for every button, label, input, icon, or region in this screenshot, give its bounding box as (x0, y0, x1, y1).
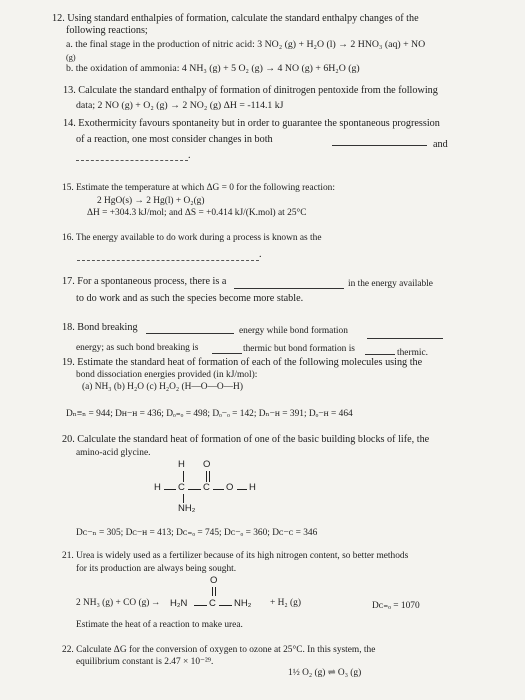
q21-h2: + H₂ (g) (270, 598, 301, 608)
q20-heading: 20. Calculate the standard heat of formation of one of the basic building blocks of life, the (62, 434, 430, 445)
q12-continuation: following reactions; (66, 25, 148, 36)
glycine-h-right: H (249, 482, 256, 493)
q22-continuation: equilibrium constant is 2.47 × 10⁻²⁹. (76, 657, 214, 667)
q13-heading: 13. Calculate the standard enthalpy of formation of dinitrogen pentoxide from the following (63, 85, 438, 96)
q20-bond-energies: Dᴄ−ₙ = 305; Dᴄ−ʜ = 413; Dᴄ₌ₒ = 745; Dᴄ−ₒ = 360; Dᴄ−ᴄ = 346 (76, 528, 318, 538)
q17-heading: 17. For a spontaneous process, there is a (62, 276, 227, 287)
q19-bond-energies: Dₙ≡ₙ = 944; Dʜ−ʜ = 436; Dₒ₌ₒ = 498; Dₒ−ₒ = 142; Dₙ−ʜ = 391; Dₒ−ʜ = 464 (66, 409, 353, 419)
q17-line2: to do work and as such the species become more stable. (76, 293, 304, 304)
q12-part-a: a. the final stage in the production of nitric acid: 3 NO₂ (g) + H₂O (l) → 2 HNO₃ (aq) + NO (66, 39, 426, 50)
glycine-h-left: H (154, 482, 161, 493)
q18-line2-c: thermic. (397, 348, 428, 358)
q14-blank-2 (76, 160, 188, 161)
q18-p1: 18. Bond breaking (62, 322, 138, 333)
q18-blank-3 (212, 353, 242, 354)
q21-arrow: → (151, 598, 161, 608)
urea-double-bond-2 (215, 587, 216, 596)
urea-bond-left (194, 605, 207, 606)
q12-part-b: b. the oxidation of ammonia: 4 NH₃ (g) + 5 O₂ (g) → 4 NO (g) + 6H₂O (g) (66, 63, 360, 74)
bond-o-h (237, 489, 247, 490)
q22-reaction: 1½ O₂ (g) ⇌ O₃ (g) (288, 668, 362, 678)
q16-blank (77, 260, 259, 261)
urea-nh2: NH₂ (234, 598, 252, 609)
q18-blank-4 (365, 354, 395, 355)
q14-end: . (188, 150, 191, 161)
q12-part-a-phase: (g) (66, 53, 76, 62)
q14-heading: 14. Exothermicity favours spontaneity but in order to guarantee the spontaneous progression (63, 118, 440, 129)
urea-h2n: H₂N (170, 598, 188, 609)
q22-heading: 22. Calculate ΔG for the conversion of oxygen to ozone at 25°C. In this system, the (62, 645, 376, 655)
glycine-o-right: O (226, 482, 234, 493)
q19-heading: 19. Estimate the standard heat of formation of each of the following molecules using the (62, 357, 423, 368)
q17-blank (234, 288, 344, 289)
bond-h-c (164, 489, 176, 490)
q19-continuation: bond dissociation energies provided (in kJ/mol): (76, 370, 258, 380)
q21-task: Estimate the heat of a reaction to make urea. (76, 620, 243, 630)
q18-p2: energy while bond formation (239, 326, 348, 336)
bond-c-o-double-1 (206, 471, 207, 482)
q15-heading: 15. Estimate the temperature at which ΔG = 0 for the following reaction: (62, 183, 335, 193)
q14-blank-1 (332, 145, 427, 146)
q16-text: 16. The energy available to do work during a process is known as the (62, 233, 322, 243)
q16-end: . (259, 249, 262, 260)
bond-c-n (183, 494, 184, 503)
urea-o-top: O (210, 575, 218, 586)
glycine-h-top: H (178, 459, 185, 470)
q13-data: data; 2 NO (g) + O₂ (g) → 2 NO₂ (g) ΔH = -114.1 kJ (76, 100, 284, 111)
q18-blank-2 (367, 338, 443, 339)
bond-c-o-double-2 (209, 471, 210, 482)
q21-heading: 21. Urea is widely used as a fertilizer because of its high nitrogen content, so better methods (62, 551, 409, 561)
q20-continuation: amino-acid glycine. (76, 448, 151, 458)
bond-c-o (213, 489, 224, 490)
glycine-c2: C (203, 482, 210, 493)
urea-double-bond-1 (212, 587, 213, 596)
glycine-c1: C (178, 482, 185, 493)
q18-line2-a: energy; as such bond breaking is (76, 343, 199, 353)
q15-values: ΔH = +304.3 kJ/mol; and ΔS = +0.414 kJ/(K.mol) at 25°C (87, 208, 307, 218)
q19-parts: (a) NH₃ (b) H₂O (c) H₂O₂ (H—O—O—H) (82, 382, 243, 392)
q18-line2-b: thermic but bond formation is (243, 344, 355, 354)
q18-blank-1 (146, 333, 234, 334)
q14-line2: of a reaction, one most consider changes in both (76, 134, 273, 145)
bond-c-c (188, 489, 201, 490)
glycine-nh2: NH₂ (178, 503, 196, 514)
urea-bond-right (219, 605, 232, 606)
q17-heading-end: in the energy available (348, 279, 433, 289)
bond-c-h (183, 471, 184, 482)
q21-continuation: for its production are always being sought. (76, 564, 237, 574)
q15-reaction: 2 HgO(s) → 2 Hg(l) + O₂(g) (97, 196, 205, 206)
q14-and: and (433, 139, 448, 150)
glycine-o-top: O (203, 459, 211, 470)
q21-bond-energy: Dᴄ₌ₒ = 1070 (372, 601, 420, 611)
q12-heading: 12. Using standard enthalpies of formation, calculate the standard enthalpy changes of the (52, 13, 419, 24)
urea-c: C (209, 598, 216, 609)
q21-lhs: 2 NH₃ (g) + CO (g) (76, 598, 150, 608)
